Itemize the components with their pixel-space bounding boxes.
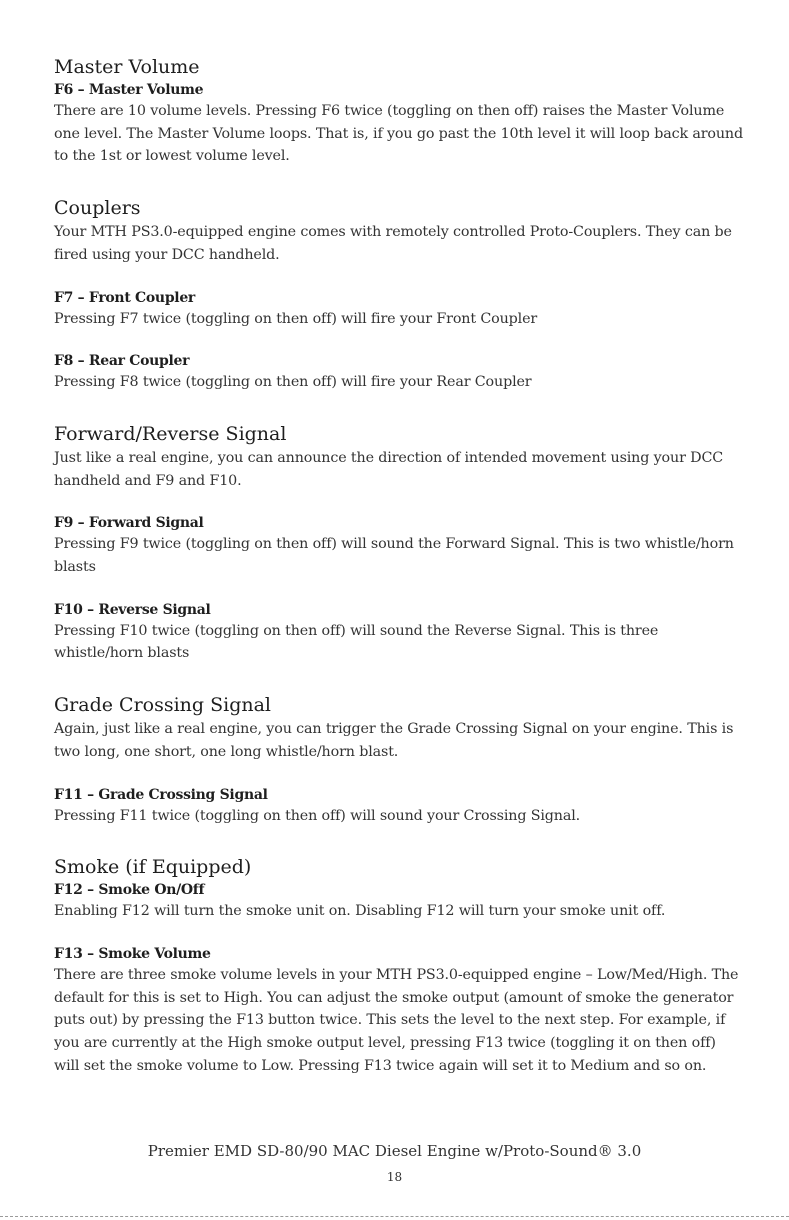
paragraph-f13-smoke-volume: There are three smoke volume levels in your MTH PS3.0-equipped engine – Low/Med/High. The default for this is set to High. You can adjust the smoke output (amount of smoke the generator puts out) by pressing the F13 button twice. This sets the level to the next step. For example, if you are currently at the High smoke output level, pressing F13 twice (toggling it on then off) will set the smoke volume to Low. Pressing F13 twice again will set it to Medium and so on.	[54, 966, 739, 1074]
subtitle-f13-smoke-volume: F13 – Smoke Volume	[54, 945, 211, 962]
page-number: 18	[386, 1170, 403, 1184]
document-page	[54, 54, 744, 1077]
subtitle-f6-master-volume: F6 – Master Volume	[54, 82, 204, 98]
section-title-master-volume: Master Volume	[54, 56, 200, 78]
paragraph-f9-forward-signal: Pressing F9 twice (toggling on then off) will sound the Forward Signal. This is two whistle/horn blasts	[54, 536, 734, 576]
section-title-forward-reverse-signal: Forward/Reverse Signal	[54, 422, 287, 445]
paragraph-f10-reverse-signal: Pressing F10 twice (toggling on then off) will sound the Reverse Signal. This is three whistle/horn blasts	[54, 622, 659, 662]
paragraph-couplers: Your MTH PS3.0-equipped engine comes with remotely controlled Proto-Couplers. They can be fired using your DCC handheld.	[54, 224, 732, 263]
subtitle-f10-reverse-signal: F10 – Reverse Signal	[54, 601, 211, 618]
paragraph-f7-front-coupler: Pressing F7 twice (toggling on then off) will fire your Front Coupler	[54, 310, 538, 327]
paragraph-master-volume: There are 10 volume levels. Pressing F6 twice (toggling on then off) raises the Master Volume one level. The Master Volume loops. That is, if you go past the 10th level it will loop back around to the 1st or lowest volume level.	[54, 103, 743, 165]
paragraph-grade-crossing-signal: Again, just like a real engine, you can trigger the Grade Crossing Signal on your engine. This is two long, one short, one long whistle/horn blast.	[54, 721, 734, 760]
section-title-smoke: Smoke (if Equipped)	[54, 856, 252, 879]
section-title-couplers: Couplers	[54, 197, 141, 220]
section-title-grade-crossing-signal: Grade Crossing Signal	[54, 694, 272, 717]
crop-line	[0, 1216, 789, 1217]
subtitle-f7-front-coupler: F7 – Front Coupler	[54, 289, 196, 306]
subtitle-f12-smoke-on-off: F12 – Smoke On/Off	[54, 882, 205, 899]
subtitle-f11-grade-crossing-signal: F11 – Grade Crossing Signal	[54, 786, 268, 803]
footer-title: Premier EMD SD-80/90 MAC Diesel Engine w/Proto-Sound® 3.0	[147, 1142, 642, 1160]
subtitle-f8-rear-coupler: F8 – Rear Coupler	[54, 353, 190, 370]
paragraph-f8-rear-coupler: Pressing F8 twice (toggling on then off) will fire your Rear Coupler	[54, 374, 532, 391]
paragraph-forward-reverse-signal: Just like a real engine, you can announce the direction of intended movement using your DCC handheld and F9 and F10.	[54, 449, 724, 489]
paragraph-f12-smoke-on-off: Enabling F12 will turn the smoke unit on. Disabling F12 will turn your smoke unit off.	[54, 903, 666, 920]
subtitle-f9-forward-signal: F9 – Forward Signal	[54, 515, 204, 532]
paragraph-f11-grade-crossing-signal: Pressing F11 twice (toggling on then off) will sound your Crossing Signal.	[54, 807, 581, 824]
